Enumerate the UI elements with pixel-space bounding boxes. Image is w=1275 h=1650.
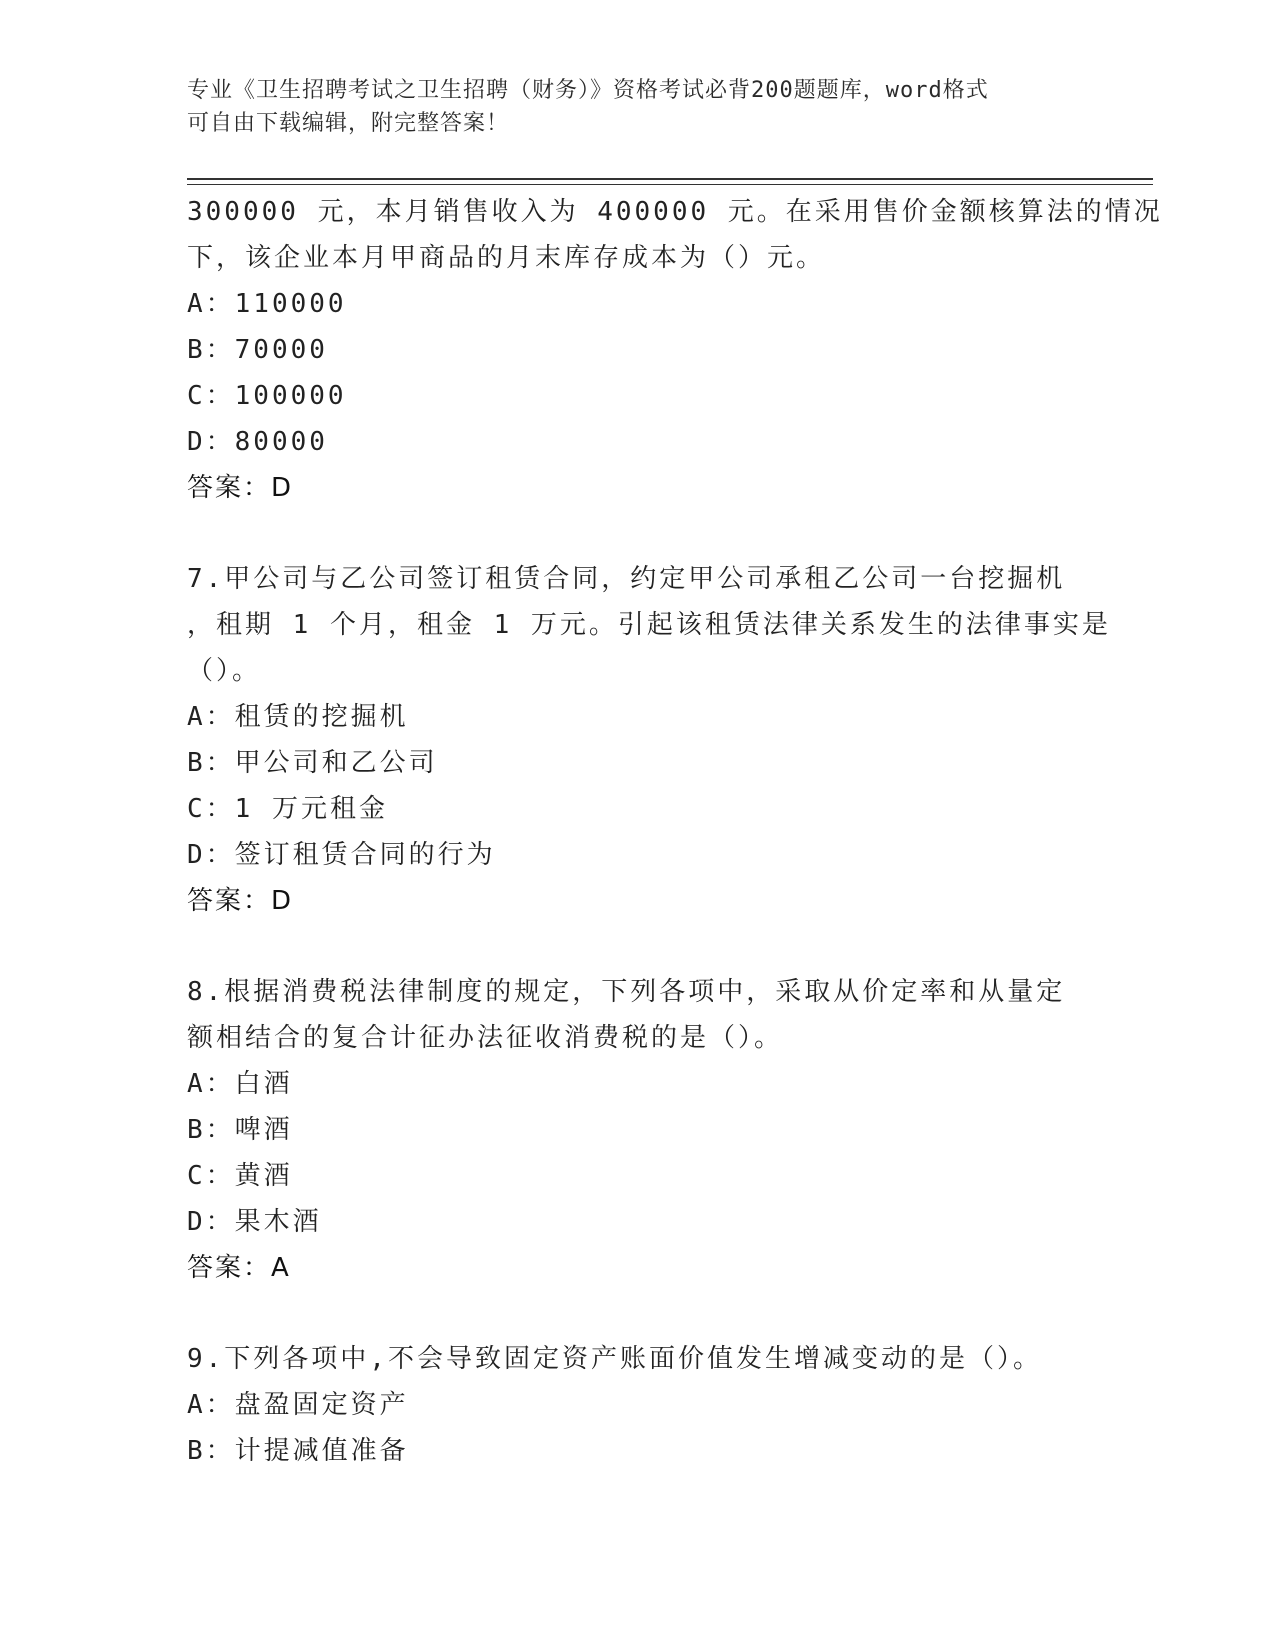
answer-label: 答案：D [187,886,294,916]
question-7 [187,556,1111,924]
question-stem-line: （）。 [187,656,262,686]
option-c: C：100000 [187,381,347,411]
document-header [187,74,1087,140]
answer-label: 答案：A [187,1253,291,1283]
option-a: A：白酒 [187,1069,293,1099]
option-c: C：1 万元租金 [187,794,388,824]
answer-label: 答案：D [187,473,294,503]
option-a: A：租赁的挖掘机 [187,702,409,732]
question-6 [187,189,1163,511]
question-stem-line: 300000 元，本月销售收入为 400000 元。在采用售价金额核算法的情况 [187,197,1163,227]
option-d: D：签订租赁合同的行为 [187,840,496,870]
question-stem-line: ，租期 1 个月，租金 1 万元。引起该租赁法律关系发生的法律事实是 [187,610,1111,640]
option-d: D：80000 [187,427,328,457]
option-a: A：盘盈固定资产 [187,1390,409,1420]
option-b: B：70000 [187,335,328,365]
option-c: C：黄酒 [187,1161,293,1191]
header-line-2: 可自由下载编辑，附完整答案！ [187,111,510,136]
header-line-1: 专业《卫生招聘考试之卫生招聘（财务）》资格考试必背200题题库，word格式 [187,78,989,103]
question-stem-line: 9.下列各项中,不会导致固定资产账面价值发生增减变动的是（）。 [187,1344,1042,1374]
spacer [187,1291,1087,1336]
option-d: D：果木酒 [187,1207,322,1237]
question-8 [187,969,1087,1291]
question-9 [187,1336,1087,1474]
option-b: B：啤酒 [187,1115,293,1145]
option-b: B：甲公司和乙公司 [187,748,438,778]
option-a: A：110000 [187,289,347,319]
option-b: B：计提减值准备 [187,1436,409,1466]
question-stem-line: 下，该企业本月甲商品的月末库存成本为（）元。 [187,243,826,273]
question-stem-line: 8.根据消费税法律制度的规定，下列各项中，采取从价定率和从量定 [187,977,1066,1007]
question-list [187,189,1163,1474]
question-stem-line: 7.甲公司与乙公司签订租赁合同，约定甲公司承租乙公司一台挖掘机 [187,564,1066,594]
header-divider-thin [187,184,1153,185]
question-stem-line: 额相结合的复合计征办法征收消费税的是（）。 [187,1023,784,1053]
spacer [187,511,1087,556]
spacer [187,924,1087,969]
header-divider-thick [187,178,1153,180]
